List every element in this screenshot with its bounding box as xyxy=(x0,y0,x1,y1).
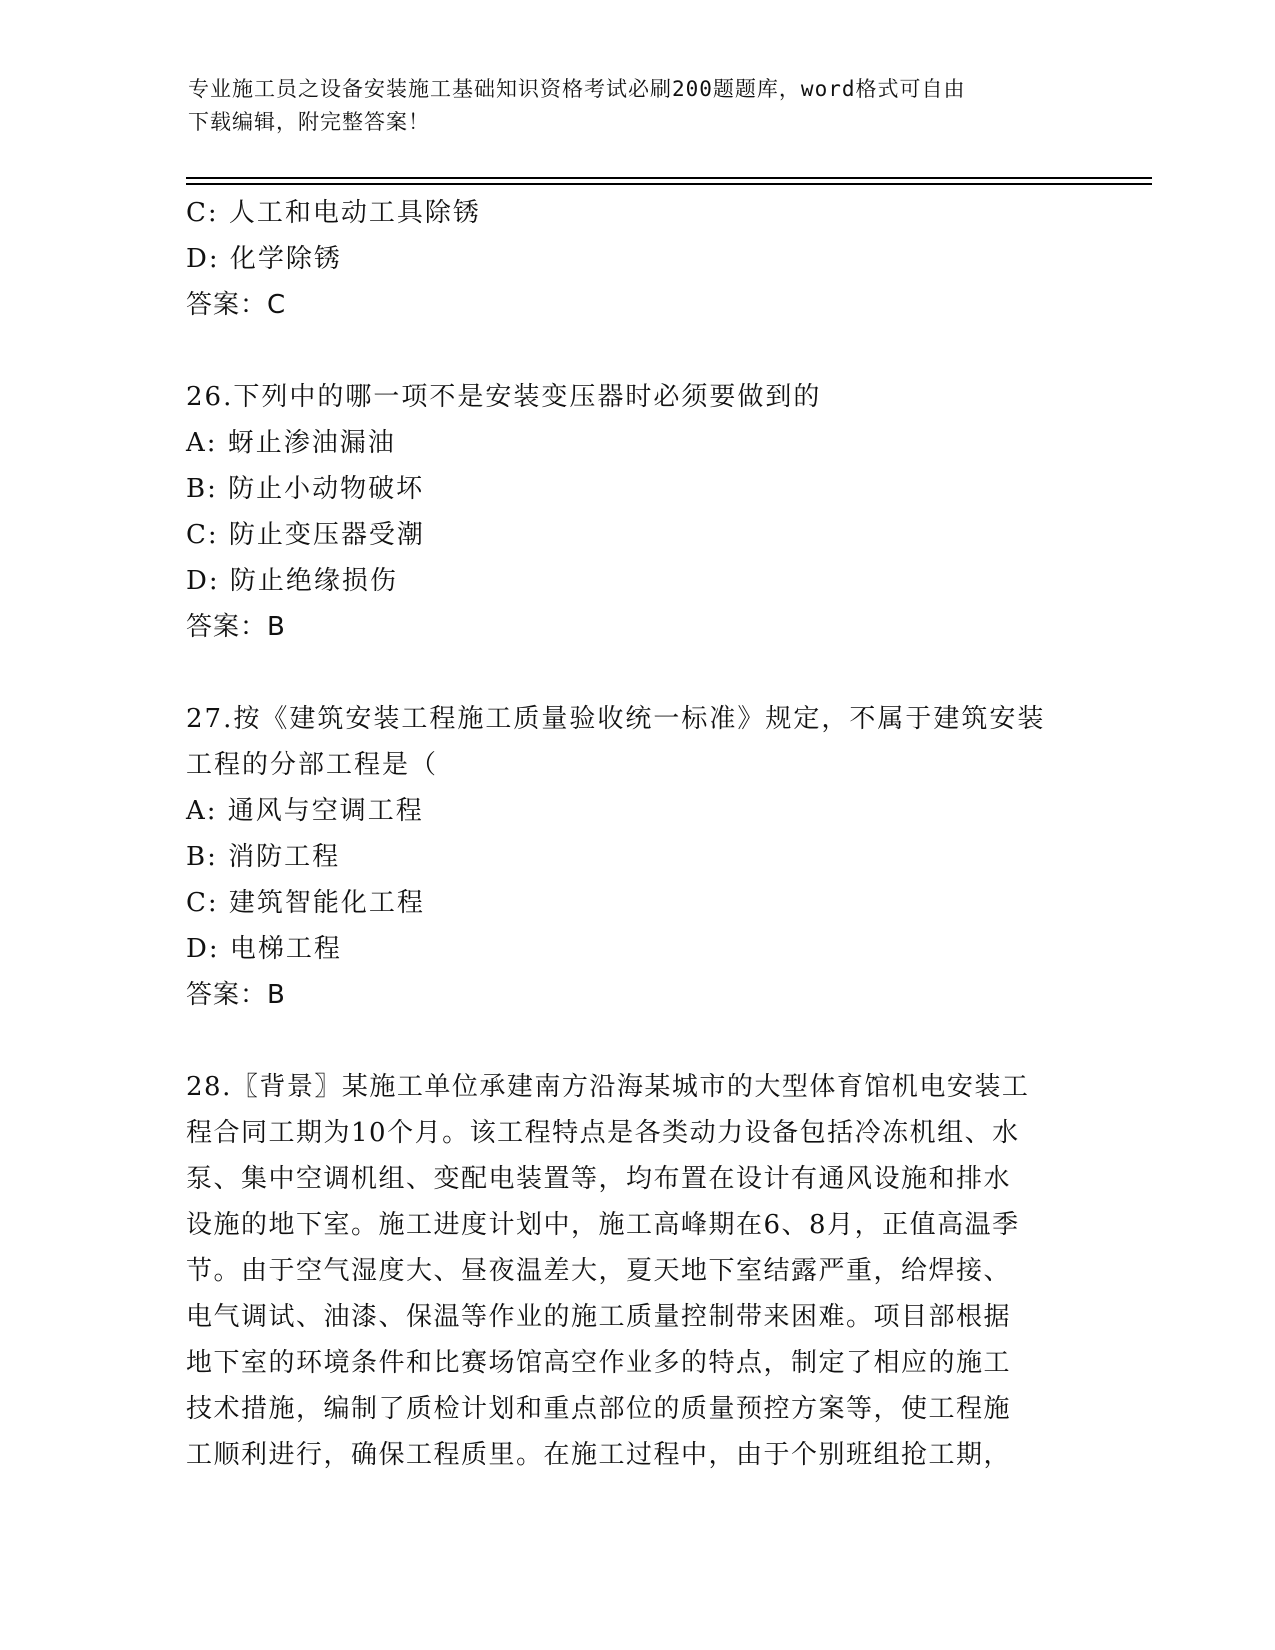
question-26 xyxy=(186,374,1086,650)
question-text-line: 工顺利进行，确保工程质里。在施工过程中，由于个别班组抢工期， xyxy=(186,1440,1012,1470)
question-stem-line-2: 工程的分部工程是（ xyxy=(186,750,439,780)
document-body xyxy=(186,190,1086,1478)
question-text-line: 技术措施，编制了质检计划和重点部位的质量预控方案等，使工程施 xyxy=(186,1394,1012,1424)
header-line-2: 下载编辑，附完整答案！ xyxy=(188,110,430,134)
option-a: A: 通风与空调工程 xyxy=(186,796,424,826)
option-d: D: 电梯工程 xyxy=(186,934,342,964)
answer-label: 答案：C xyxy=(186,290,287,320)
question-25-tail xyxy=(186,190,1086,328)
answer-label: 答案：B xyxy=(186,612,286,642)
spacer xyxy=(186,1018,1086,1064)
question-text-line: 程合同工期为10个月。该工程特点是各类动力设备包括冷冻机组、水 xyxy=(186,1118,1020,1148)
header-rule-bottom xyxy=(186,183,1152,185)
spacer xyxy=(186,650,1086,696)
option-d: D: 化学除锈 xyxy=(186,244,342,274)
question-stem-line-1: 27.按《建筑安装工程施工质量验收统一标准》规定，不属于建筑安装 xyxy=(186,704,1046,734)
question-text-line: 泵、集中空调机组、变配电装置等，均布置在设计有通风设施和排水 xyxy=(186,1164,1012,1194)
option-c: C: 建筑智能化工程 xyxy=(186,888,425,918)
option-a: A: 蚜止渗油漏油 xyxy=(186,428,396,458)
header-line-1: 专业施工员之设备安装施工基础知识资格考试必刷200题题库，word格式可自由 xyxy=(188,77,966,101)
option-c: C: 人工和电动工具除锈 xyxy=(186,198,481,228)
option-c: C: 防止变压器受潮 xyxy=(186,520,425,550)
option-b: B: 防止小动物破坏 xyxy=(186,474,425,504)
header-rule-top xyxy=(186,177,1152,179)
question-text-line: 设施的地下室。施工进度计划中，施工高峰期在6、8月，正值高温季 xyxy=(186,1210,1020,1240)
question-stem: 26.下列中的哪一项不是安装变压器时必须要做到的 xyxy=(186,382,822,412)
option-d: D: 防止绝缘损伤 xyxy=(186,566,398,596)
question-text-line: 节。由于空气湿度大、昼夜温差大，夏天地下室结露严重，给焊接、 xyxy=(186,1256,1012,1286)
answer-label: 答案：B xyxy=(186,980,286,1010)
question-27 xyxy=(186,696,1086,1018)
spacer xyxy=(186,328,1086,374)
question-28 xyxy=(186,1064,1086,1478)
question-text-line: 地下室的环境条件和比赛场馆高空作业多的特点，制定了相应的施工 xyxy=(186,1348,1012,1378)
option-b: B: 消防工程 xyxy=(186,842,341,872)
question-text-line: 28.〖背景〗某施工单位承建南方沿海某城市的大型体育馆机电安装工 xyxy=(186,1072,1030,1102)
question-text-line: 电气调试、油漆、保温等作业的施工质量控制带来困难。项目部根据 xyxy=(186,1302,1012,1332)
document-header xyxy=(188,73,1088,139)
